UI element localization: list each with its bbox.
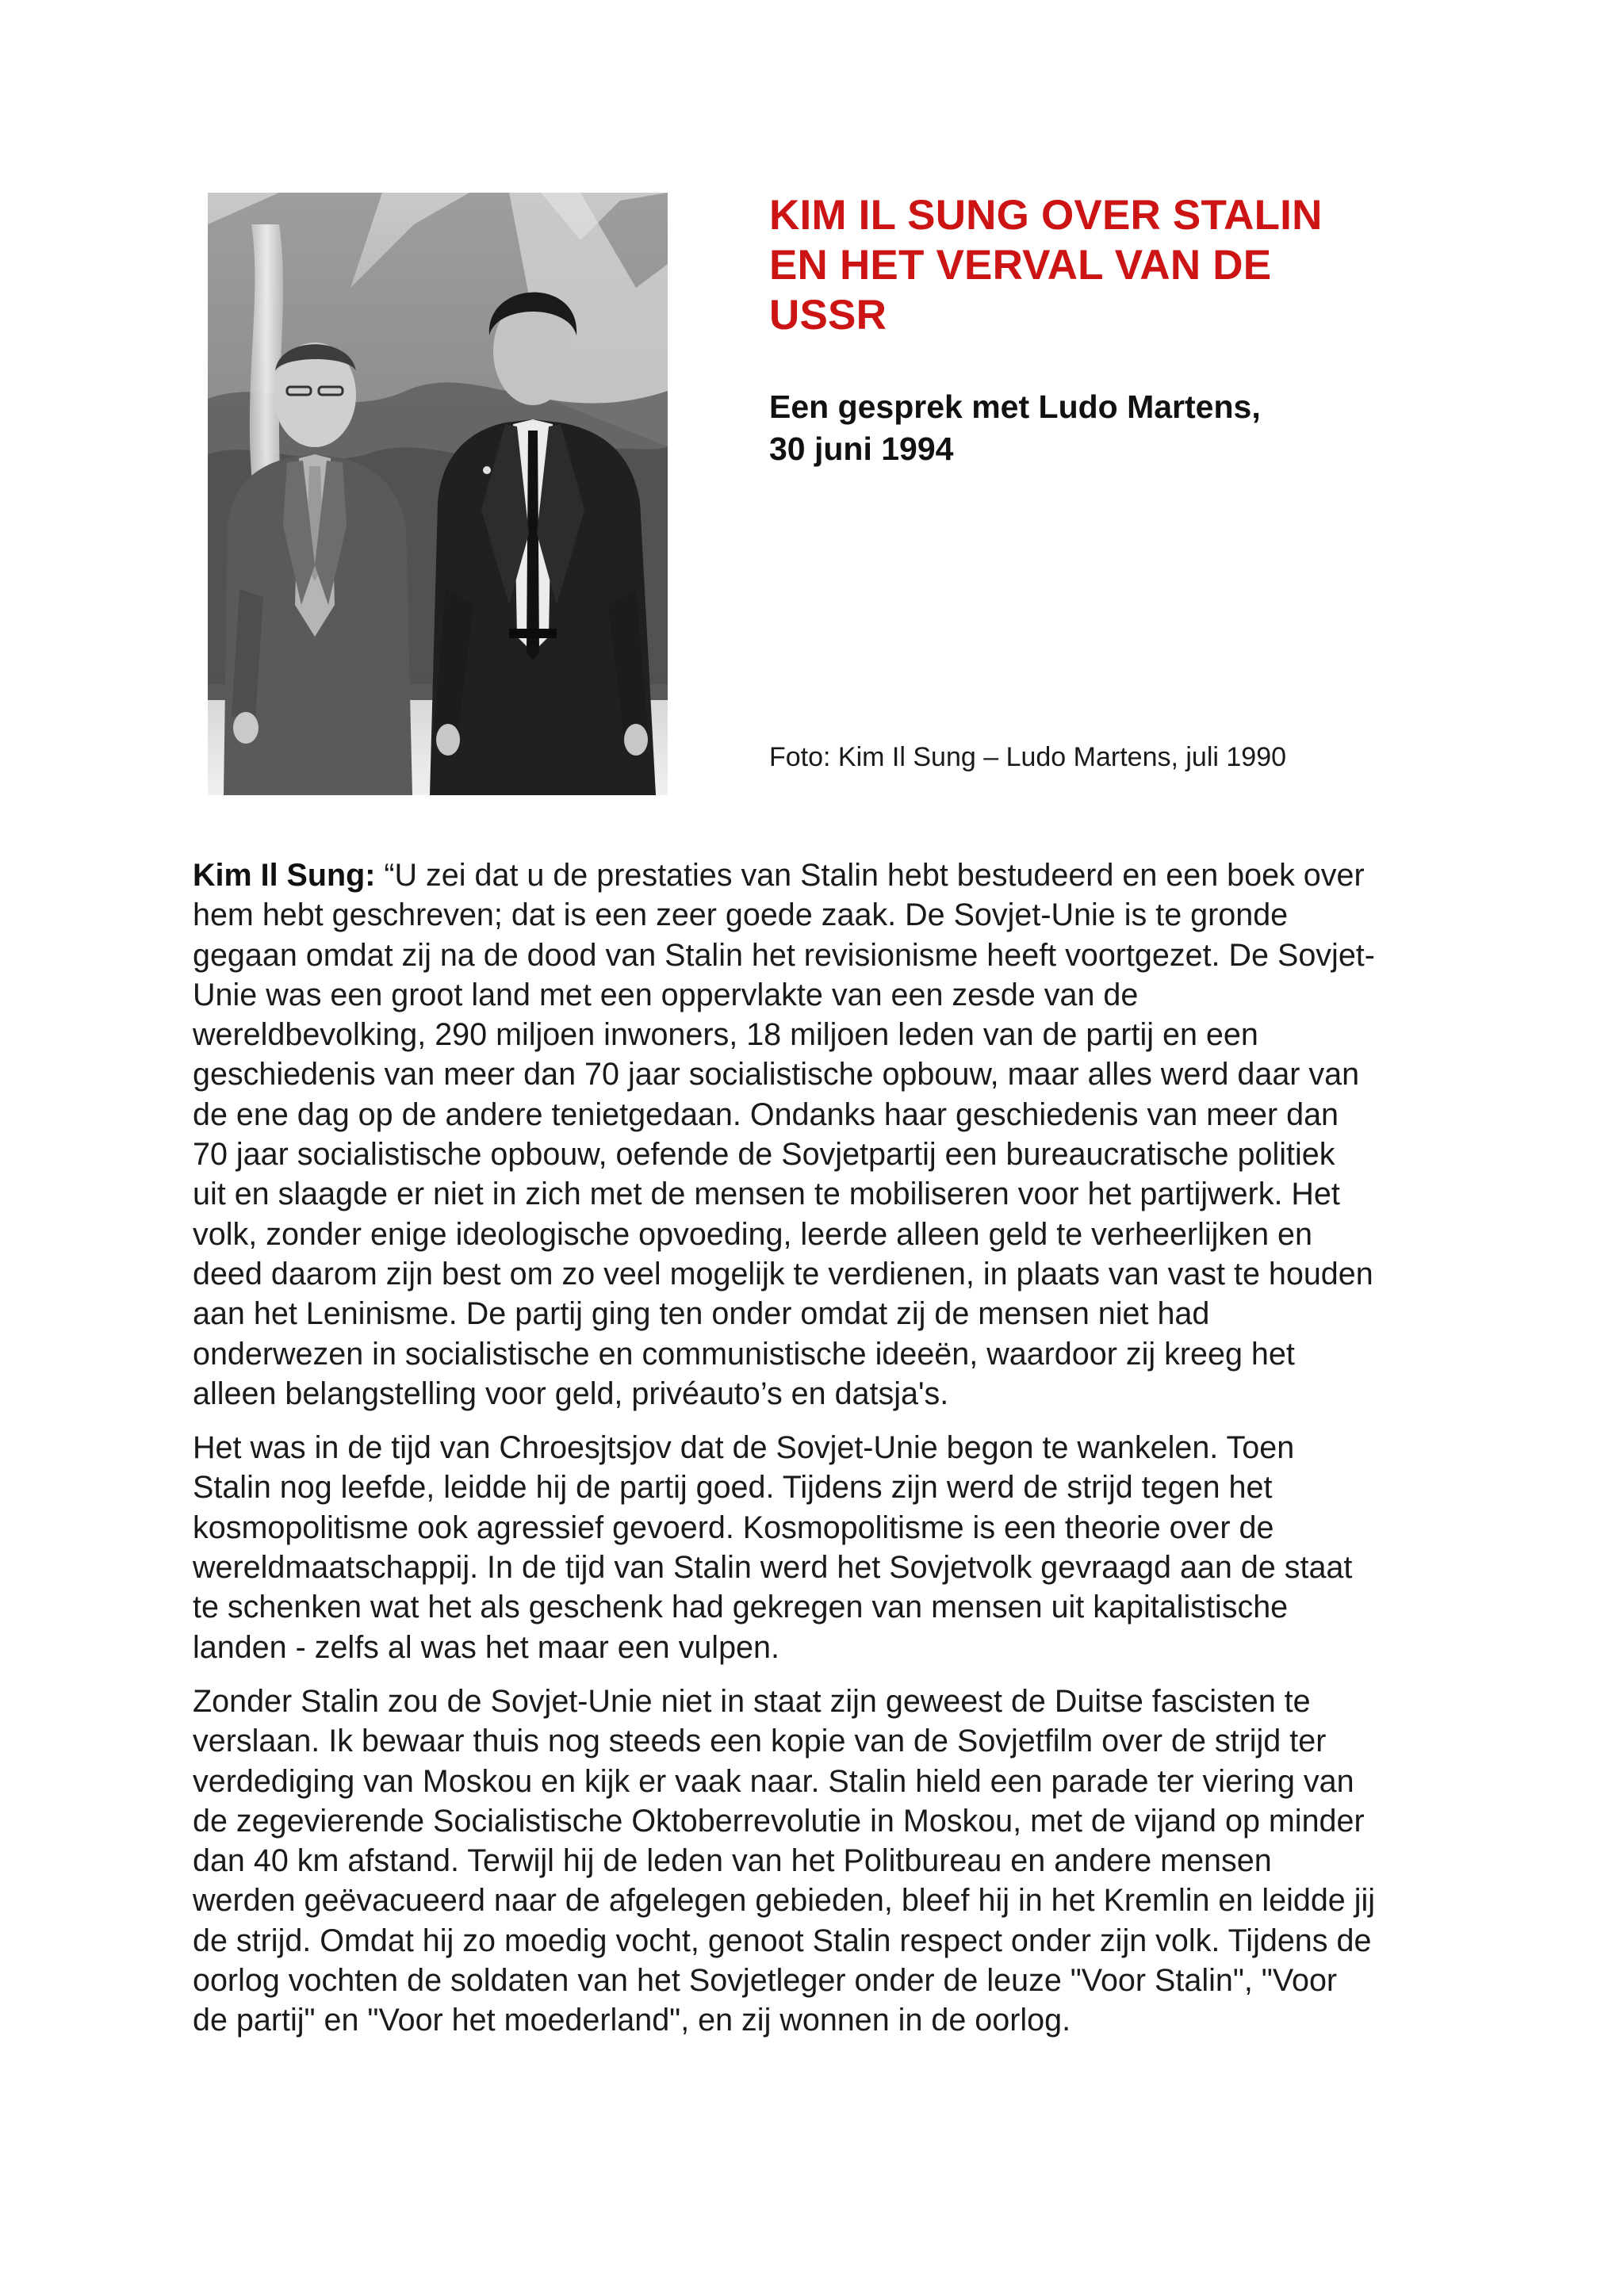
photo-kim-il-sung-ludo-martens (208, 193, 668, 795)
paragraph-2 (193, 1428, 1446, 1667)
subtitle-line: Een gesprek met Ludo Martens, (769, 388, 1261, 425)
text-line: wereldbevolking, 290 miljoen inwoners, 18 miljoen leden van de partij en een (193, 1017, 1258, 1053)
text-line: hem hebt geschreven; dat is een zeer goede zaak. De Sovjet-Unie is te gronde (193, 897, 1289, 933)
article-title (769, 190, 1372, 340)
text-line: werden geëvacueerd naar de afgelegen gebieden, bleef hij in het Kremlin en leidde jij (193, 1883, 1376, 1919)
title-line: KIM IL SUNG OVER STALIN (769, 192, 1323, 239)
text-line: alleen belangstelling voor geld, privéauto’s en datsja's. (193, 1376, 949, 1411)
article-subtitle (769, 386, 1372, 470)
speaker-label: Kim Il Sung: (193, 858, 376, 893)
text-line: Zonder Stalin zou de Sovjet-Unie niet in staat zijn geweest de Duitse fascisten te (193, 1683, 1311, 1719)
text-line: de partij" en "Voor het moederland", en zij wonnen in de oorlog. (193, 2003, 1071, 2038)
title-line: EN HET VERVAL VAN DE (769, 242, 1272, 289)
text-line: verslaan. Ik bewaar thuis nog steeds een kopie van de Sovjetfilm over de strijd ter (193, 1724, 1327, 1759)
paragraph-3 (193, 1682, 1446, 2041)
text-line: “U zei dat u de prestaties van Stalin hebt bestudeerd en een boek over (375, 858, 1365, 893)
text-line: wereldmaatschappij. In de tijd van Stalin werd het Sovjetvolk gevraagd aan de staat (193, 1550, 1353, 1586)
text-line: gegaan omdat zij na de dood van Stalin het revisionisme heeft voortgezet. De Sovjet- (193, 937, 1375, 973)
article-body (193, 855, 1446, 2055)
text-line: deed daarom zijn best om zo veel mogelijk te verdienen, in plaats van vast te houden (193, 1256, 1373, 1292)
text-line: onderwezen in socialistische en communistische ideeën, waardoor zij kreeg het (193, 1336, 1295, 1372)
text-line: te schenken wat het als geschenk had gekregen van mensen uit kapitalistische (193, 1590, 1289, 1625)
text-line: oorlog vochten de soldaten van het Sovjetleger onder de leuze "Voor Stalin", "Voor (193, 1963, 1338, 1999)
paragraph-1 (193, 855, 1446, 1414)
text-line (193, 855, 1446, 895)
text-line: de ene dag op de andere tenietgedaan. Ondanks haar geschiedenis van meer dan (193, 1096, 1339, 1132)
text-line: 70 jaar socialistische opbouw, oefende de Sovjetpartij een bureaucratische politiek (193, 1137, 1335, 1173)
text-line: verdediging van Moskou en kijk er vaak naar. Stalin hield een parade ter viering van (193, 1763, 1354, 1799)
text-line: uit en slaagde er niet in zich met de mensen te mobiliseren voor het partijwerk. Het (193, 1177, 1340, 1212)
text-line: dan 40 km afstand. Terwijl hij de leden van het Politbureau en andere mensen (193, 1843, 1272, 1879)
text-line: volk, zonder enige ideologische opvoeding, leerde alleen geld te verheerlijken en (193, 1216, 1312, 1252)
text-line: de strijd. Omdat hij zo moedig vocht, genoot Stalin respect onder zijn volk. Tijdens de (193, 1923, 1372, 1958)
title-line: USSR (769, 292, 887, 339)
text-line: Stalin nog leefde, leidde hij de partij goed. Tijdens zijn werd de strijd tegen het (193, 1470, 1273, 1506)
text-line: landen - zelfs al was het maar een vulpen. (193, 1629, 779, 1665)
text-line: aan het Leninisme. De partij ging ten onder omdat zij de mensen niet had (193, 1296, 1210, 1332)
text-line: geschiedenis van meer dan 70 jaar socialistische opbouw, maar alles werd daar van (193, 1057, 1360, 1093)
text-line: Het was in de tijd van Chroesjtsjov dat de Sovjet-Unie begon te wankelen. Toen (193, 1430, 1295, 1466)
text-line: Unie was een groot land met een oppervlakte van een zesde van de (193, 977, 1139, 1012)
text-line: de zegevierende Socialistische Oktoberrevolutie in Moskou, met de vijand op minder (193, 1803, 1365, 1839)
photo-caption: Foto: Kim Il Sung – Ludo Martens, juli 1990 (769, 742, 1287, 772)
text-line: kosmopolitisme ook agressief gevoerd. Kosmopolitisme is een theorie over de (193, 1510, 1274, 1545)
subtitle-line: 30 juni 1994 (769, 430, 954, 467)
